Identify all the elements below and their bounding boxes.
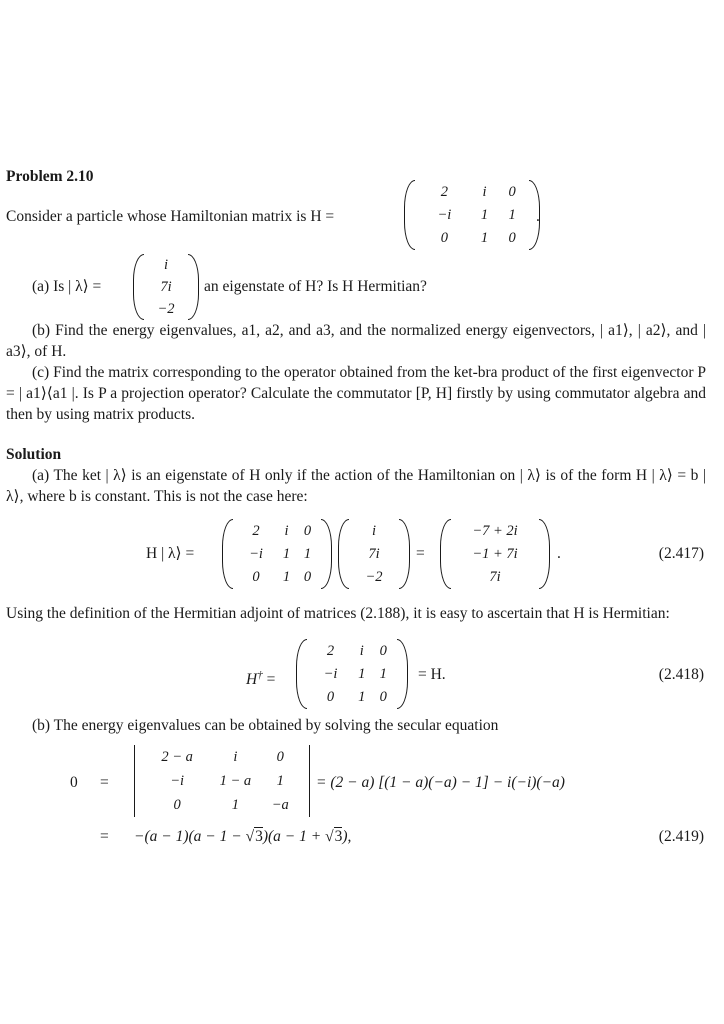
vector-cell: 7i — [160, 279, 172, 295]
matrix-cell: 2 — [326, 642, 335, 659]
sqrt-symbol: √ — [245, 828, 255, 845]
lambda-vector — [133, 254, 199, 320]
matrix-cell: 0 — [379, 689, 387, 706]
matrix-cell: 0 — [303, 522, 312, 539]
vector-cell: 7i — [368, 545, 380, 562]
problem-title: Problem 2.10 — [6, 168, 94, 185]
matrix-cell: 1 — [379, 665, 387, 682]
eq419-rhs2: −(a − 1)(a − 1 − √3)(a − 1 + √3), — [134, 828, 352, 845]
part-b-text: (b) Find the energy eigenvalues, a1, a2, and a3, and the normalized energy eigenvectors, | a1⟩, | a2⟩, and | a3⟩, of H. — [6, 322, 706, 360]
vector-cell: i — [371, 522, 377, 539]
matrix-cell: 2 — [252, 522, 260, 539]
vector-cell: i — [163, 257, 169, 273]
det-cell: 0 — [173, 797, 181, 813]
matrix-cell: 0 — [252, 569, 260, 586]
dagger-symbol: † — [257, 669, 263, 681]
eq417-lambda-vector — [338, 519, 410, 589]
matrix-cell: 1 — [303, 545, 312, 562]
part-a-prefix: (a) Is | λ⟩ = — [32, 278, 102, 295]
eq417-result-vector — [440, 519, 550, 589]
det-cell: i — [233, 749, 238, 765]
matrix-cell: 0 — [379, 642, 387, 659]
vector-cell: −1 + 7i — [472, 545, 518, 562]
det-cell: 0 — [276, 749, 284, 765]
matrix-cell: −i — [323, 665, 338, 682]
hermitian-text: Using the definition of the Hermitian adjoint of matrices (2.188), it is easy to ascertain that H is Hermitian: — [6, 605, 670, 622]
matrix-cell: 1 — [480, 230, 489, 247]
eq418-rhs: = H. — [418, 666, 446, 683]
matrix-cell: i — [359, 642, 364, 659]
equals-sign: = — [100, 774, 109, 791]
eq419-zero: 0 — [70, 774, 78, 791]
matrix-cell: −i — [249, 545, 263, 562]
matrix-cell: 1 — [358, 689, 366, 706]
eq417-lhs: H | λ⟩ = — [146, 545, 195, 562]
det-cell: 1 — [276, 773, 284, 789]
sqrt-radicand: 3 — [334, 828, 343, 845]
solution-title: Solution — [6, 446, 62, 463]
eq419-rhs1: = (2 − a) [(1 − a)(−a) − 1] − i(−i)(−a) — [316, 774, 565, 791]
matrix-cell: 0 — [440, 230, 448, 247]
matrix-cell: 0 — [508, 230, 516, 247]
hamiltonian-matrix — [404, 180, 540, 250]
vector-cell: 7i — [489, 569, 501, 586]
vector-cell: −2 — [157, 301, 175, 317]
det-cell: −a — [271, 797, 289, 813]
secular-determinant — [134, 745, 310, 817]
problem-intro: Consider a particle whose Hamiltonian matrix is H = — [6, 208, 335, 225]
det-cell: 1 − a — [219, 773, 252, 789]
matrix-cell: 0 — [303, 569, 312, 586]
matrix-cell: −i — [437, 206, 452, 223]
matrix-cell: i — [284, 522, 289, 539]
det-cell: 1 — [231, 797, 239, 813]
det-cell: −i — [170, 773, 185, 789]
matrix-cell: 1 — [480, 206, 489, 223]
matrix-cell: 2 — [440, 183, 448, 200]
matrix-cell: 1 — [282, 545, 291, 562]
matrix-cell: 0 — [326, 689, 335, 706]
matrix-cell: 1 — [508, 206, 516, 223]
eq418-h-matrix — [296, 639, 408, 709]
eq419-number: (2.419) — [658, 828, 704, 845]
solution-a-text: (a) The ket | λ⟩ is an eigenstate of H only if the action of the Hamiltonian on | λ⟩ is of the form H | λ⟩ = b | λ⟩, where b is constant. This is not the case here: — [6, 467, 706, 505]
matrix-cell: 0 — [508, 183, 516, 200]
sqrt-radicand: 3 — [255, 828, 263, 845]
eq418-number: (2.418) — [658, 666, 704, 683]
part-c-text: (c) Find the matrix corresponding to the operator obtained from the ket-bra product of the first eigenvector P = | a1⟩⟨a1 |. Is P a projection operator? Calculate the commutator [P, H] firstly by using commutator algebra and then by using matrix products. — [6, 364, 706, 423]
vector-cell: −2 — [365, 569, 383, 586]
eq417-h-matrix — [222, 519, 332, 589]
matrix-cell: 1 — [358, 665, 366, 682]
det-cell: 2 − a — [161, 749, 193, 765]
part-a-suffix: an eigenstate of H? Is H Hermitian? — [204, 278, 427, 295]
solution-b-text: (b) The energy eigenvalues can be obtained by solving the secular equation — [32, 717, 499, 734]
eq417-number: (2.417) — [658, 545, 704, 562]
equals-sign: = — [100, 828, 109, 845]
matrix-cell: i — [482, 183, 487, 200]
sqrt-symbol: √ — [325, 828, 334, 845]
matrix-cell: 1 — [282, 569, 291, 586]
vector-cell: −7 + 2i — [472, 522, 518, 539]
eq418-lhs: H† = — [246, 669, 276, 689]
